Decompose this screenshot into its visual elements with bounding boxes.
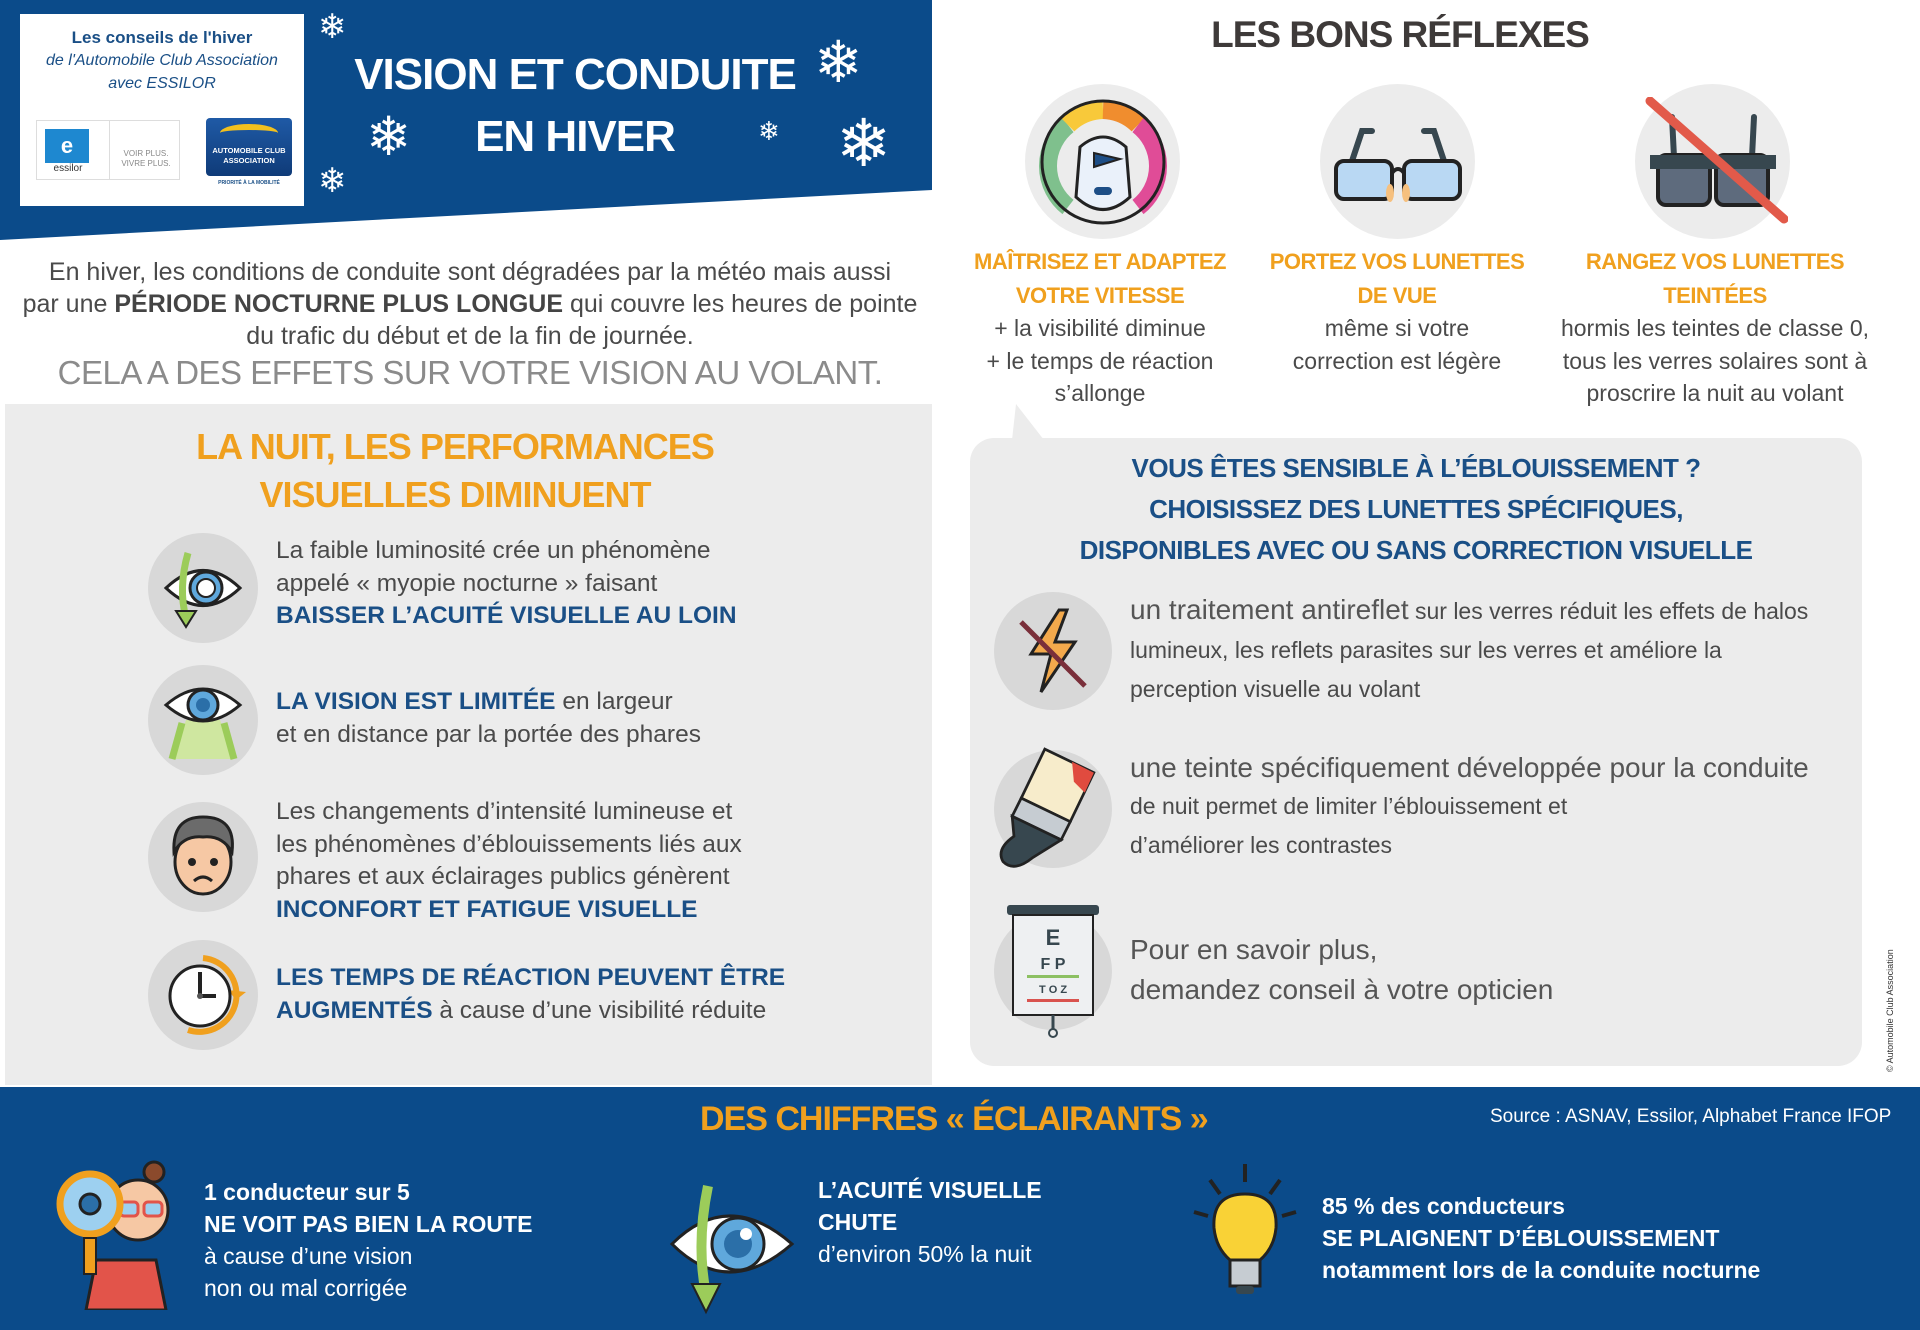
- item-text: Les changements d’intensité lumineuse et: [276, 798, 733, 825]
- body-line: hormis les teintes de classe 0,: [1560, 315, 1870, 341]
- reflex-body-glasses: [1262, 312, 1532, 377]
- stat-line: d’environ 50% la nuit: [818, 1241, 1032, 1267]
- section-title: LA NUIT, LES PERFORMANCES: [196, 426, 714, 467]
- eye-chart-icon: [994, 912, 1112, 1030]
- logo-divider: [109, 121, 110, 179]
- reflexes-title: LES BONS RÉFLEXES: [1211, 14, 1589, 55]
- snowflake-icon: ❄: [814, 30, 863, 95]
- heading-line: DE VUE: [1357, 283, 1437, 308]
- item-emphasis: INCONFORT ET FATIGUE VISUELLE: [276, 895, 698, 923]
- item-text: appelé « myopie nocturne » faisant: [276, 569, 658, 597]
- aca-name: AUTOMOBILE CLUB: [212, 146, 286, 155]
- reflex-heading-tinted: [1545, 245, 1885, 313]
- body-line: + le temps de réaction: [986, 347, 1214, 374]
- item-text: phares et aux éclairages publics génèrent: [276, 863, 730, 890]
- figures-title: DES CHIFFRES « ÉCLAIRANTS »: [700, 1100, 1208, 1138]
- reflex-body-speed: [965, 312, 1235, 410]
- stat-highlight: CHUTE: [818, 1209, 898, 1235]
- essilor-wordmark: essilor: [53, 163, 83, 174]
- brand-subtitle: de l'Automobile Club Association: [46, 52, 278, 69]
- woman-magnifier-icon: [56, 1150, 186, 1310]
- stat-vision-correction: [204, 1176, 564, 1304]
- body-line: proscrire la nuit au volant: [1586, 380, 1844, 406]
- glare-item-tint: [1130, 748, 1850, 865]
- no-lightning-icon: [994, 592, 1112, 710]
- aca-logo: [206, 118, 292, 176]
- stat-highlight: NE VOIT PAS BIEN LA ROUTE: [204, 1211, 533, 1237]
- intro-text: par une: [22, 290, 115, 318]
- item-text: et en distance par la portée des phares: [276, 720, 701, 748]
- glasses-icon: [1320, 84, 1475, 239]
- reflex-body-tinted: [1545, 312, 1885, 410]
- item-text: à cause d’une visibilité réduite: [432, 996, 767, 1024]
- heading-line: TEINTÉES: [1663, 283, 1767, 308]
- item-emphasis: AUGMENTÉS: [276, 996, 433, 1024]
- aca-tagline: PRIORITÉ À LA MOBILITÉ: [218, 180, 280, 186]
- intro-text: qui couvre les heures de pointe: [563, 290, 918, 318]
- essilor-e-icon: e: [45, 129, 89, 163]
- item-emphasis: LES TEMPS DE RÉACTION PEUVENT ÊTRE: [276, 964, 786, 991]
- page-title: EN HIVER: [475, 112, 675, 161]
- eye-chart-letter: E: [1045, 925, 1061, 950]
- item-line: [276, 686, 836, 719]
- eye-chart-letter: F P: [1040, 956, 1066, 973]
- snowflake-icon: ❄: [318, 162, 347, 200]
- essilor-logo: [36, 120, 180, 180]
- item-line: [276, 995, 836, 1028]
- stat-visual-acuity: [818, 1174, 1138, 1270]
- heading-line: VOTRE VITESSE: [1015, 283, 1185, 308]
- glare-item-antireflect: [1130, 590, 1850, 709]
- body-line: même si votre: [1324, 315, 1470, 341]
- lightbulb-icon: [1190, 1160, 1300, 1300]
- brand-subtitle-partner: avec ESSILOR: [108, 75, 216, 92]
- brand-title: Les conseils de l'hiver: [71, 28, 253, 47]
- source-note: Source : ASNAV, Essilor, Alphabet France IFOP: [1490, 1106, 1892, 1127]
- reflex-heading-glasses: [1262, 245, 1532, 313]
- paintbrush-icon: [994, 750, 1112, 868]
- body-line: correction est légère: [1292, 347, 1502, 374]
- item-lead: une teinte spécifiquement développée pour la conduite: [1130, 752, 1809, 783]
- night-item-4: [276, 962, 836, 1027]
- item-lead: un traitement antireflet: [1130, 594, 1409, 625]
- essilor-tagline: VOIR PLUS.: [123, 149, 169, 158]
- item-text: sur les verres réduit les effets de halos: [1408, 598, 1809, 624]
- intro-line: du trafic du début et de la fin de journée.: [246, 322, 694, 350]
- night-item-1: [276, 535, 836, 633]
- snowflake-icon: ❄: [758, 116, 780, 146]
- intro-emphasis: PÉRIODE NOCTURNE PLUS LONGUE: [114, 290, 563, 318]
- reflex-heading-speed: [965, 245, 1235, 313]
- item-text: La faible luminosité crée un phénomène: [276, 537, 711, 564]
- stat-line: notamment lors de la conduite nocturne: [1322, 1257, 1761, 1283]
- item-text: en largeur: [555, 688, 673, 715]
- heading-line: RANGEZ VOS LUNETTES: [1585, 249, 1845, 274]
- heading-line: PORTEZ VOS LUNETTES: [1269, 249, 1525, 274]
- snowflake-icon: ❄: [836, 106, 892, 180]
- copyright-note: © Automobile Club Association: [1885, 949, 1895, 1072]
- item-text: les phénomènes d’éblouissements liés aux: [276, 830, 742, 858]
- item-text: perception visuelle au volant: [1130, 676, 1421, 702]
- title-line: DISPONIBLES AVEC OU SANS CORRECTION VISUELLE: [1079, 535, 1753, 565]
- item-emphasis: BAISSER L’ACUITÉ VISUELLE AU LOIN: [276, 602, 737, 629]
- title-line: CHOISISSEZ DES LUNETTES SPÉCIFIQUES,: [1149, 494, 1683, 524]
- intro-effect-headline: CELA A DES EFFETS SUR VOTRE VISION AU VOLANT.: [57, 354, 883, 391]
- glare-title: [970, 448, 1862, 571]
- no-sunglasses-icon: [1635, 84, 1790, 239]
- stat-line: 85 % des conducteurs: [1322, 1193, 1565, 1219]
- heading-line: MAÎTRISEZ ET ADAPTEZ: [974, 249, 1226, 274]
- snowflake-icon: ❄: [318, 8, 347, 46]
- body-line: s’allonge: [1054, 380, 1146, 406]
- item-text: demandez conseil à votre opticien: [1130, 974, 1554, 1005]
- aca-name: ASSOCIATION: [223, 156, 275, 165]
- page-title: VISION ET CONDUITE: [354, 50, 796, 99]
- title-line: VOUS ÊTES SENSIBLE À L’ÉBLOUISSEMENT ?: [1131, 453, 1701, 483]
- aca-swoosh-icon: [220, 124, 278, 142]
- essilor-tagline: VIVRE PLUS.: [121, 159, 171, 168]
- eye-headlight-beam-icon: [148, 665, 258, 775]
- intro-line: [20, 288, 920, 320]
- clock-icon: [148, 940, 258, 1050]
- brand-card: [20, 14, 304, 206]
- snowflake-icon: ❄: [366, 107, 412, 167]
- night-item-3: [276, 796, 836, 926]
- item-emphasis: LA VISION EST LIMITÉE: [276, 688, 556, 715]
- tired-face-icon: [148, 802, 258, 912]
- glare-item-optician: [1130, 930, 1850, 1010]
- body-line: + la visibilité diminue: [994, 315, 1206, 341]
- stat-line: non ou mal corrigée: [204, 1275, 408, 1301]
- stat-line: à cause d’une vision: [204, 1243, 413, 1269]
- item-text: lumineux, les reflets parasites sur les verres et améliore la: [1130, 637, 1722, 663]
- section-title: VISUELLES DIMINUENT: [259, 474, 651, 515]
- stat-line: 1 conducteur sur 5: [204, 1179, 410, 1205]
- eye-down-arrow-icon: [148, 533, 258, 643]
- speedometer-icon: [1025, 84, 1180, 239]
- stat-highlight: SE PLAIGNENT D’ÉBLOUISSEMENT: [1322, 1225, 1720, 1251]
- body-line: tous les verres solaires sont à: [1562, 347, 1868, 374]
- eye-chart-letter: T O Z: [1038, 984, 1068, 996]
- eye-down-arrow-icon: [668, 1178, 808, 1318]
- stat-highlight: L’ACUITÉ VISUELLE: [818, 1177, 1042, 1203]
- intro-paragraph: [20, 256, 920, 352]
- speech-bubble-tail: [1012, 404, 1044, 440]
- item-text: Pour en savoir plus,: [1130, 934, 1378, 965]
- item-text: de nuit permet de limiter l’éblouissement et: [1130, 793, 1568, 819]
- item-line: [1130, 590, 1850, 631]
- item-text: d’améliorer les contrastes: [1130, 832, 1393, 858]
- stat-glare: [1322, 1190, 1842, 1286]
- night-item-2: [276, 686, 836, 751]
- intro-line: En hiver, les conditions de conduite sont dégradées par la météo mais aussi: [48, 258, 892, 286]
